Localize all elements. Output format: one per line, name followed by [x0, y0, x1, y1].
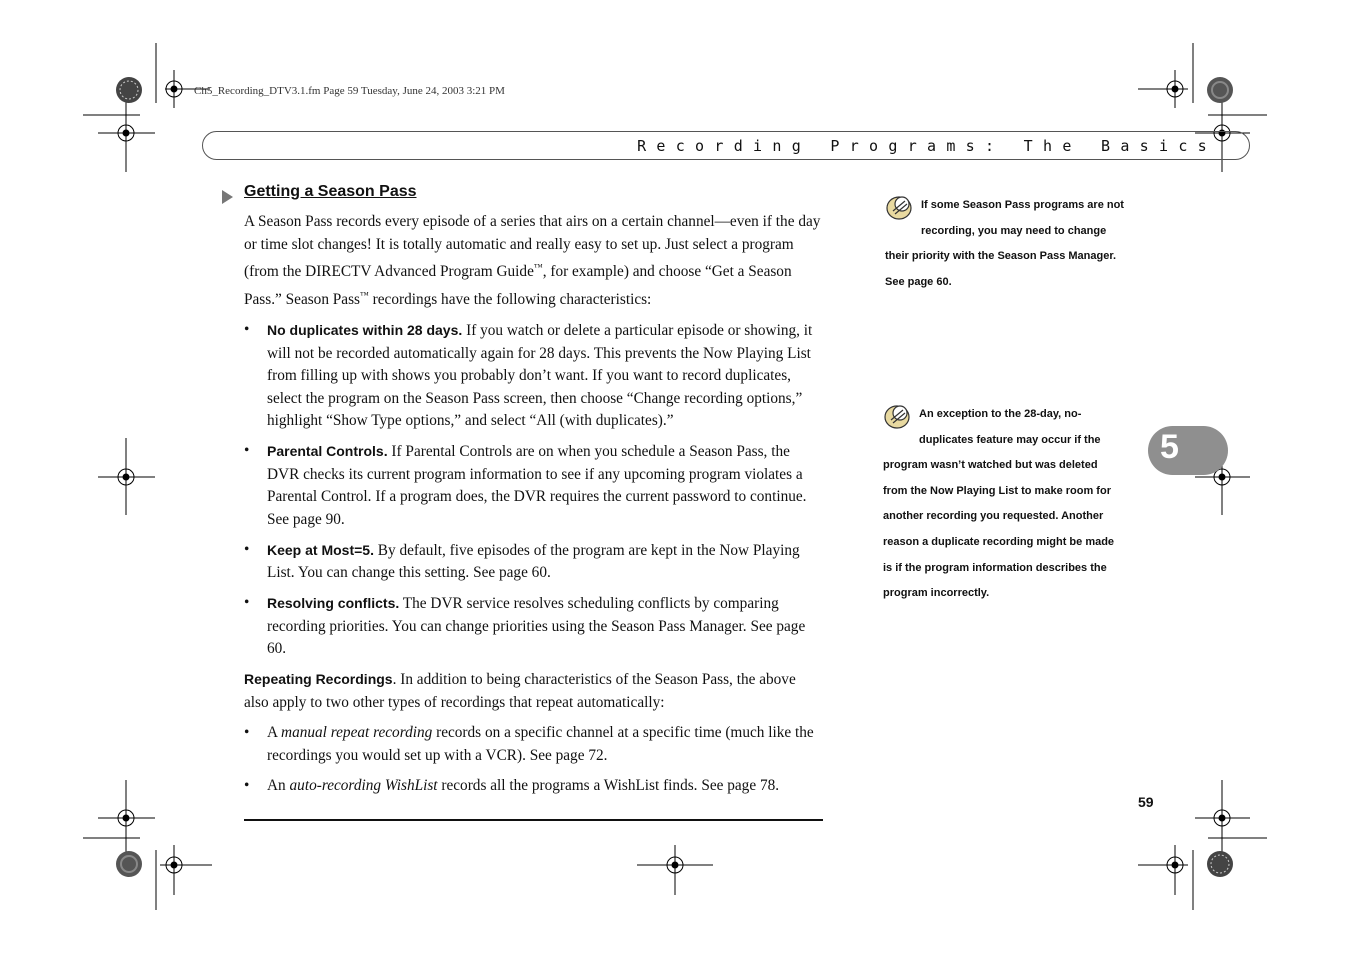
bullet: • — [244, 321, 250, 339]
repeating-text: . In addition to being characteristics of the Season Pass, the above also apply to two other types of recordings that repeat automatically: — [244, 671, 796, 711]
intro-text-1: A Season Pass records every episode of a series that airs on a certain channel—even if the day or time slot changes! It is totally automatic and really easy to set up. Just select a program (from the DIRECTV Advanced Program Guide — [244, 213, 821, 281]
sidebar-note — [885, 193, 1125, 295]
item-emphasis: auto-recording WishList — [289, 776, 438, 794]
characteristics-list — [244, 319, 824, 661]
list-item — [244, 539, 824, 585]
bullet: • — [244, 594, 250, 612]
item-term: Resolving conflicts. — [267, 595, 400, 612]
header-title: Recording Programs: The Basics — [637, 137, 1217, 155]
item-text: The DVR service resolves scheduling conflicts by comparing recording priorities. You can change priorities using the Season Pass Manager. See page 60. — [267, 595, 806, 658]
bullet: • — [244, 442, 250, 460]
note-text: If some Season Pass programs are not recording, you may need to change their priority with the Season Pass Manager. See page 60. — [885, 199, 1124, 288]
running-header — [202, 131, 1250, 160]
sidebar-note — [883, 402, 1123, 607]
item-text: A — [267, 724, 282, 742]
intro-text-2: , for example) and choose “Get a Season Pass.” Season Pass — [244, 263, 792, 308]
chapter-number: 5 — [1160, 428, 1179, 466]
note-text: An exception to the 28-day, no-duplicates feature may occur if the program wasn’t watched but was deleted from the Now Playing List to make room for another recording you requested. Another reason a duplicate recording might be made is if the program information describes the program incorrectly. — [883, 408, 1115, 600]
page-number: 59 — [1138, 794, 1154, 810]
main-content — [244, 211, 824, 805]
item-text: records all the programs a WishList finds. See page 78. — [437, 776, 780, 794]
item-text: If you watch or delete a particular episode or showing, it will not be recorded automatically again for 28 days. This prevents the Now Playing List from filling up with shows you probably don’t want. If you want to record duplicates, select the program on the Season Pass screen, then choose “Change recording options,” highlight “Show Type options,” and select “All (with duplicates).” — [267, 322, 813, 430]
intro-text-3: recordings have the following characteristics: — [368, 290, 652, 308]
trademark-mark: ™ — [533, 262, 543, 272]
list-item — [244, 722, 824, 767]
intro-paragraph — [244, 211, 824, 311]
item-term: No duplicates within 28 days. — [267, 322, 463, 339]
trademark-mark: ™ — [360, 289, 369, 300]
tip-icon — [883, 402, 913, 430]
item-emphasis: manual repeat recording — [281, 724, 433, 742]
bullet: • — [244, 776, 250, 794]
item-text: records on a specific channel at a specific time (much like the recordings you would set up with a VCR). See page 72. — [267, 724, 814, 764]
item-text: An — [267, 776, 290, 794]
file-info: Ch5_Recording_DTV3.1.fm Page 59 Tuesday, June 24, 2003 3:21 PM — [194, 85, 505, 97]
repeating-term: Repeating Recordings — [244, 671, 393, 688]
section-arrow-icon — [222, 190, 233, 204]
repeating-paragraph — [244, 668, 824, 714]
bullet: • — [244, 540, 250, 558]
list-item — [244, 319, 824, 433]
list-item — [244, 775, 824, 798]
item-term: Keep at Most=5. — [267, 541, 374, 558]
item-term: Parental Controls. — [267, 443, 388, 460]
item-text: By default, five episodes of the program are kept in the Now Playing List. You can change this setting. See page 60. — [267, 541, 800, 582]
bottom-rule — [244, 819, 823, 821]
tip-icon — [885, 193, 915, 221]
bullet: • — [244, 724, 250, 742]
list-item — [244, 440, 824, 531]
section-title: Getting a Season Pass — [244, 183, 417, 200]
item-text: If Parental Controls are on when you schedule a Season Pass, the DVR checks its current program information to see if any upcoming program violates a Parental Control. If a program does, the DVR requires the current password to continue. See page 90. — [267, 443, 807, 528]
list-item — [244, 592, 824, 661]
repeat-types-list — [244, 722, 824, 797]
